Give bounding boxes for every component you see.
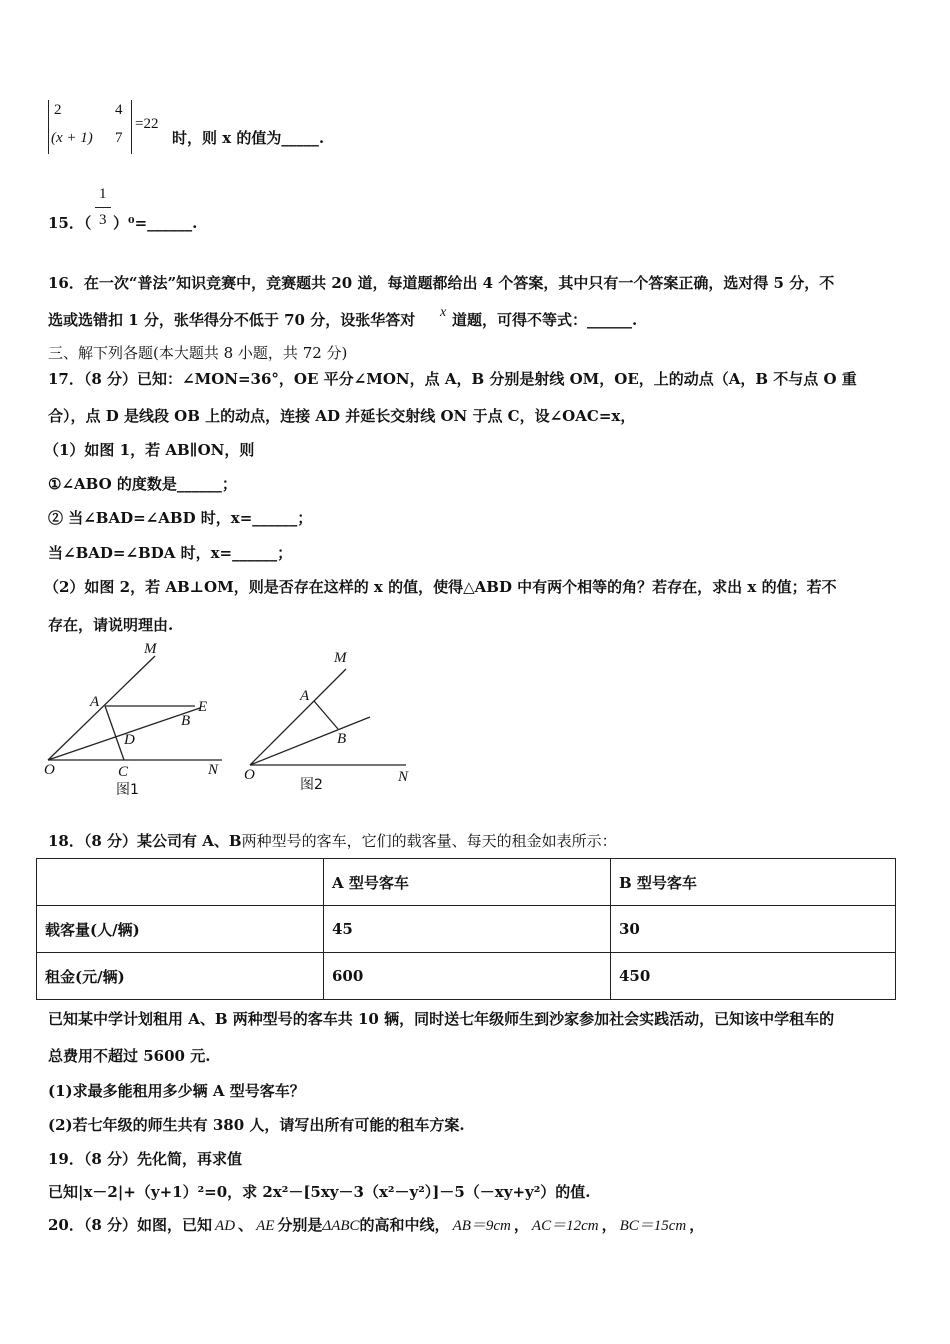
fig2-label-a: A bbox=[300, 688, 310, 704]
table-row bbox=[37, 906, 896, 953]
q15-frac-bar bbox=[95, 207, 111, 208]
q17-part1b: ② 当∠BAD=∠ABD 时，x=______； bbox=[48, 509, 313, 527]
table-cell: 450 bbox=[611, 953, 896, 1000]
table-header-cell bbox=[37, 859, 324, 906]
q17-part2b: 存在，请说明理由. bbox=[48, 616, 174, 634]
fig2-label-o: O bbox=[244, 767, 255, 783]
q18-intro bbox=[48, 830, 617, 851]
section-title: 三、解下列各题(本大题共 8 小题，共 72 分) bbox=[48, 344, 348, 362]
q20-comma: ， bbox=[601, 1216, 617, 1234]
table-header-cell: B 型号客车 bbox=[611, 859, 896, 906]
fig1-label-a: A bbox=[90, 694, 100, 710]
fig2-label-b: B bbox=[337, 731, 347, 747]
q17-line2: 合），点 D 是线段 OB 上的动点，连接 AD 并延长交射线 ON 于点 C，设∠OAC=x， bbox=[48, 407, 636, 425]
q20-mid: 分别是 bbox=[277, 1216, 323, 1234]
q18-intro-bold: 18．（8 分）某公司有 A、B bbox=[48, 832, 242, 850]
fig1-caption: 图1 bbox=[116, 782, 139, 798]
fig1-label-e: E bbox=[198, 699, 208, 715]
q20-comma: ， bbox=[513, 1216, 529, 1234]
q20-sep: 、 bbox=[238, 1216, 254, 1234]
table-cell: 45 bbox=[324, 906, 611, 953]
q18-intro-rest: 两种型号的客车，它们的载客量、每天的租金如表所示： bbox=[241, 832, 617, 850]
q16-line2b: 道题，可得不等式：______. bbox=[452, 311, 638, 329]
q15-label: 15．（ bbox=[48, 214, 92, 232]
ray-om bbox=[250, 669, 346, 765]
ray-om bbox=[48, 656, 155, 760]
q16-line1: 16．在一次“普法”知识竞赛中，竞赛题共 20 道，每道题都给出 4 个答案，其中只有一个答案正确，选对得 5 分，不 bbox=[48, 274, 835, 292]
q17-line1: 17．（8 分）已知：∠MON=36°，OE 平分∠MON，点 A，B 分别是射线 OM，OE，上的动点（A，B 不与点 O 重 bbox=[48, 370, 857, 388]
q19-expression: 已知|x－2|+（y+1）²=0，求 2x²－[5xy－3（x²－y²）]－5（－xy+y²）的值. bbox=[48, 1183, 591, 1201]
q20-ab: AB＝9cm bbox=[452, 1218, 511, 1234]
q18-sub2: (2)若七年级的师生共有 380 人，请写出所有可能的租车方案. bbox=[48, 1116, 465, 1134]
q15-tail: ）⁰=______. bbox=[113, 214, 198, 232]
table-header-row bbox=[37, 859, 896, 906]
fig1-label-d: D bbox=[124, 732, 135, 748]
q19-title: 19．（8 分）先化简，再求值 bbox=[48, 1150, 243, 1168]
figure-1 bbox=[40, 640, 230, 800]
determinant bbox=[48, 100, 132, 154]
q20-ad: AD bbox=[215, 1218, 236, 1234]
segment-ab bbox=[314, 701, 338, 729]
fig2-label-n: N bbox=[398, 769, 409, 785]
fig2-label-m: M bbox=[334, 650, 347, 666]
q20-desc: 的高和中线， bbox=[359, 1216, 450, 1234]
q14-tail: 时，则 x 的值为_____. bbox=[172, 129, 325, 147]
table-header-cell: A 型号客车 bbox=[324, 859, 611, 906]
q17-part2a: （2）如图 2，若 AB⊥OM，则是否存在这样的 x 的值，使得△ABD 中有两个相等的角？若存在，求出 x 的值；若不 bbox=[44, 578, 837, 596]
figure-2 bbox=[238, 645, 428, 795]
table-cell: 租金(元/辆) bbox=[37, 953, 324, 1000]
q18-line1: 已知某中学计划租用 A、B 两种型号的客车共 10 辆，同时送七年级师生到沙家参加社会实践活动，已知该中学租车的 bbox=[48, 1010, 835, 1028]
q20-triangle: ΔABC bbox=[322, 1218, 360, 1234]
q20-line bbox=[48, 1214, 704, 1235]
det-a11: 2 bbox=[54, 102, 62, 118]
ray-oe bbox=[250, 717, 370, 765]
q20-ae: AE bbox=[256, 1218, 275, 1234]
det-a22: 7 bbox=[115, 130, 123, 146]
q20-bc: BC＝15cm bbox=[619, 1218, 687, 1234]
q20-ac: AC＝12cm bbox=[531, 1218, 599, 1234]
det-a12: 4 bbox=[115, 102, 123, 118]
fig2-caption: 图2 bbox=[300, 777, 323, 793]
table-row bbox=[37, 953, 896, 1000]
q18-sub1: (1)求最多能租用多少辆 A 型号客车？ bbox=[48, 1082, 305, 1100]
fig1-label-n: N bbox=[208, 762, 219, 778]
fig1-label-c: C bbox=[118, 764, 129, 780]
q17-part1a: ①∠ABO 的度数是______； bbox=[48, 475, 237, 493]
fig1-label-m: M bbox=[144, 641, 157, 657]
q17-part1c: 当∠BAD=∠BDA 时，x=______； bbox=[48, 544, 293, 562]
rental-table bbox=[36, 858, 896, 1000]
table-cell: 600 bbox=[324, 953, 611, 1000]
q16-line2a: 选或选错扣 1 分，张华得分不低于 70 分，设张华答对 bbox=[48, 311, 416, 329]
q15-frac-den: 3 bbox=[99, 212, 107, 228]
q20-prefix: 20．（8 分）如图，已知 bbox=[48, 1216, 213, 1234]
q15-frac-num: 1 bbox=[99, 186, 107, 202]
fig1-label-o: O bbox=[44, 762, 55, 778]
det-a21: (x + 1) bbox=[51, 130, 93, 146]
fig1-label-b: B bbox=[181, 713, 191, 729]
q16-var: x bbox=[440, 305, 447, 320]
det-equals: =22 bbox=[135, 116, 159, 132]
q18-line2: 总费用不超过 5600 元. bbox=[48, 1047, 211, 1065]
q20-comma: ， bbox=[689, 1216, 705, 1234]
table-cell: 30 bbox=[611, 906, 896, 953]
table-cell: 载客量(人/辆) bbox=[37, 906, 324, 953]
segment-ac bbox=[105, 706, 124, 760]
q17-part1: （1）如图 1，若 AB∥ON，则 bbox=[44, 441, 255, 459]
